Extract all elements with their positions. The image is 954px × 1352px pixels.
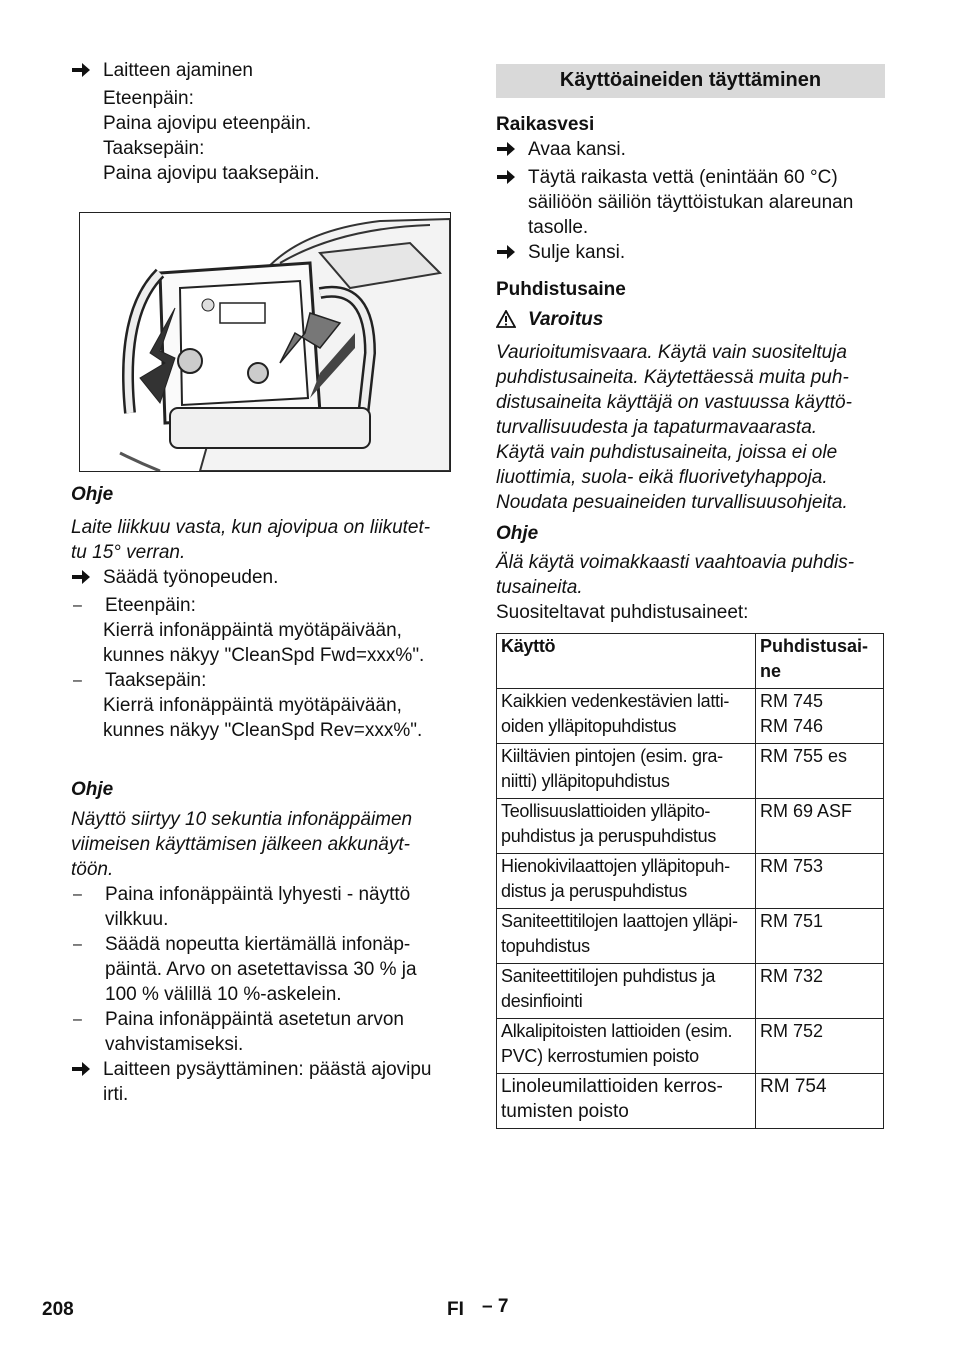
right-column: Käyttöaineiden täyttäminen Raikasvesi Avaa kansi. Täytä raikasta vettä (enintään 60 °C) säiliöön säiliön täyttöistukan alareunan tasolle. Sulje kansi. Puhdistusaine Varoitus Vaurioitumisvaara. Käytä vain suositeltuja puhdistusaineita. Käytettäessä muita puh- distusaineita käyttäjä on vastuussa käyttö- turvallisuudesta ja tapaturmavaarasta. Käytä vain puhdistusaineita, joissa ei ole liuottimia, suola- eikä fluorivetyhappoja. Noudata pesuaineiden turvallisuusohjeita. Ohje Älä käytä voimakkaasti vaahtoavia puhdis- tusaineita. Suositeltavat puhdistusaineet: Käyttö Puhdistusai- ne Kaikkien vedenkestävien latti- oiden ylläpitopuhdistus RM 745 RM 746 Kiiltävien pintojen (esim. gra- niitti) ylläpitopuhdistus RM 755 es Teollisuuslattioiden ylläpito- puhdistus ja peruspuhdistus RM 69 ASF Hienokivilaattojen ylläpitopuh- distus ja peruspuhdistus RM 753 Saniteettitilojen laattojen ylläpi- topuhdistus RM 751 Saniteettitilojen puhdistus ja desinfiointi RM 732 Alkalipitoisten lattioiden (esim. PVC) kerrostumien poisto RM 752 Linoleumilattioiden kerros- tumisten poisto RM 754 bbox=[496, 58, 886, 1129]
warning-heading: Varoitus bbox=[496, 307, 886, 335]
warning-triangle-icon bbox=[496, 310, 516, 328]
forward-label: Eteenpäin: bbox=[103, 88, 194, 109]
section-page: – 7 bbox=[482, 1296, 509, 1317]
note-title: Ohje bbox=[71, 779, 114, 800]
bullet-close-lid: Sulje kansi. bbox=[496, 240, 886, 268]
arrow-right-icon bbox=[496, 243, 516, 261]
table-row: Linoleumilattioiden kerros- tumisten poisto RM 754 bbox=[497, 1074, 884, 1129]
subsection-title: Raikasvesi bbox=[496, 114, 595, 135]
header-usage: Käyttö bbox=[497, 634, 756, 689]
header-detergent: Puhdistusai- ne bbox=[756, 634, 884, 689]
dash-item: – Paina infonäppäintä lyhyesti - näyttö vilkkuu. bbox=[73, 884, 411, 930]
note-title: Ohje bbox=[496, 523, 539, 544]
dash-forward: – Eteenpäin: bbox=[73, 595, 196, 616]
table-row: Hienokivilaattojen ylläpitopuh- distus ja peruspuhdistus RM 753 bbox=[497, 854, 884, 909]
table-row: Alkalipitoisten lattioiden (esim. PVC) kerrostumien poisto RM 752 bbox=[497, 1019, 884, 1074]
table-row: Kaikkien vedenkestävien latti- oiden ylläpitopuhdistus RM 745 RM 746 bbox=[497, 689, 884, 744]
forward-text: Paina ajovipu eteenpäin. bbox=[103, 113, 312, 134]
recommended-label: Suositeltavat puhdistusaineet: bbox=[496, 602, 749, 623]
subsection-title: Puhdistusaine bbox=[496, 279, 626, 300]
dash-item: – Säädä nopeutta kiertämällä infonäp- päintä. Arvo on asetettavissa 30 % ja 100 % välillä 10 %-askelein. bbox=[73, 934, 417, 1005]
warning-text: Vaurioitumisvaara. Käytä vain suositeltuja puhdistusaineita. Käytettäessä muita puh- distusaineita käyttäjä on vastuussa käyttö- turvallisuudesta ja tapaturmavaarasta. Käytä vain puhdistusaineita, joissa ei ole liuottimia, suola- eikä fluorivetyhappoja. Noudata pesuaineiden turvallisuusohjeita. bbox=[496, 342, 852, 513]
left-column: Laitteen ajaminen Eteenpäin: Paina ajovipu eteenpäin. Taaksepäin: Paina ajovipu taaksepäin. Ohje Laite liikkuu vasta, kun ajovipua on liikutet- tu 15° verran. Säädä työnopeuden. – Eteenpäin: Kierrä infonäppäintä myötäpäivään, kunnes näkyy "CleanSpd Fwd=xxx%". – Taaksepäin: Kierrä infonäppäintä myötäpäivään, kunnes näkyy "CleanSpd Rev=xxx%". Ohje Näyttö siirtyy 10 sekuntia infonäppäimen viimeisen käyttämisen jälkeen akkunäyt- töön. – Paina infonäppäintä lyhyesti - näyttö vilkkuu. – Säädä nopeutta kiertämällä infonäp- päintä. Arvo on asetettavissa 30 % ja 100 % välillä 10 %-askelein. – Paina infonäppäintä asetetun arvon vahvistamiseksi. Laitteen pysäyttäminen: päästä ajovipu irti. bbox=[71, 58, 461, 1107]
arrow-right-icon bbox=[496, 140, 516, 158]
table-row: Teollisuuslattioiden ylläpito- puhdistus ja peruspuhdistus RM 69 ASF bbox=[497, 799, 884, 854]
reverse-text: Paina ajovipu taaksepäin. bbox=[103, 163, 320, 184]
table-row: Saniteettitilojen puhdistus ja desinfiointi RM 732 bbox=[497, 964, 884, 1019]
arrow-right-icon bbox=[71, 1060, 91, 1078]
bullet-drive: Laitteen ajaminen bbox=[71, 58, 461, 86]
note-title: Ohje bbox=[71, 484, 114, 505]
arrow-right-icon bbox=[71, 61, 91, 79]
bullet-fill: Täytä raikasta vettä (enintään 60 °C) säiliöön säiliön täyttöistukan alareunan tasolle. bbox=[496, 165, 886, 240]
page-number: 208 bbox=[42, 1299, 74, 1320]
arrow-right-icon bbox=[496, 168, 516, 186]
section-title: Käyttöaineiden täyttäminen bbox=[496, 64, 885, 98]
bullet-open-lid: Avaa kansi. bbox=[496, 137, 886, 165]
dash-reverse: – Taaksepäin: bbox=[73, 670, 207, 691]
table-row: Kiiltävien pintojen (esim. gra- niitti) ylläpitopuhdistus RM 755 es bbox=[497, 744, 884, 799]
control-panel-illustration bbox=[79, 212, 451, 472]
dash-item: – Paina infonäppäintä asetetun arvon vahvistamiseksi. bbox=[73, 1009, 404, 1055]
arrow-right-icon bbox=[71, 568, 91, 586]
language-code: FI bbox=[447, 1299, 464, 1320]
bullet-speed: Säädä työnopeuden. bbox=[71, 565, 461, 593]
bullet-stop: Laitteen pysäyttäminen: päästä ajovipu irti. bbox=[71, 1057, 461, 1107]
table-row: Saniteettitilojen laattojen ylläpi- topuhdistus RM 751 bbox=[497, 909, 884, 964]
table-header-row bbox=[497, 634, 884, 689]
machine-drawing bbox=[80, 213, 450, 471]
detergent-table bbox=[496, 633, 884, 1129]
reverse-label: Taaksepäin: bbox=[103, 138, 205, 159]
